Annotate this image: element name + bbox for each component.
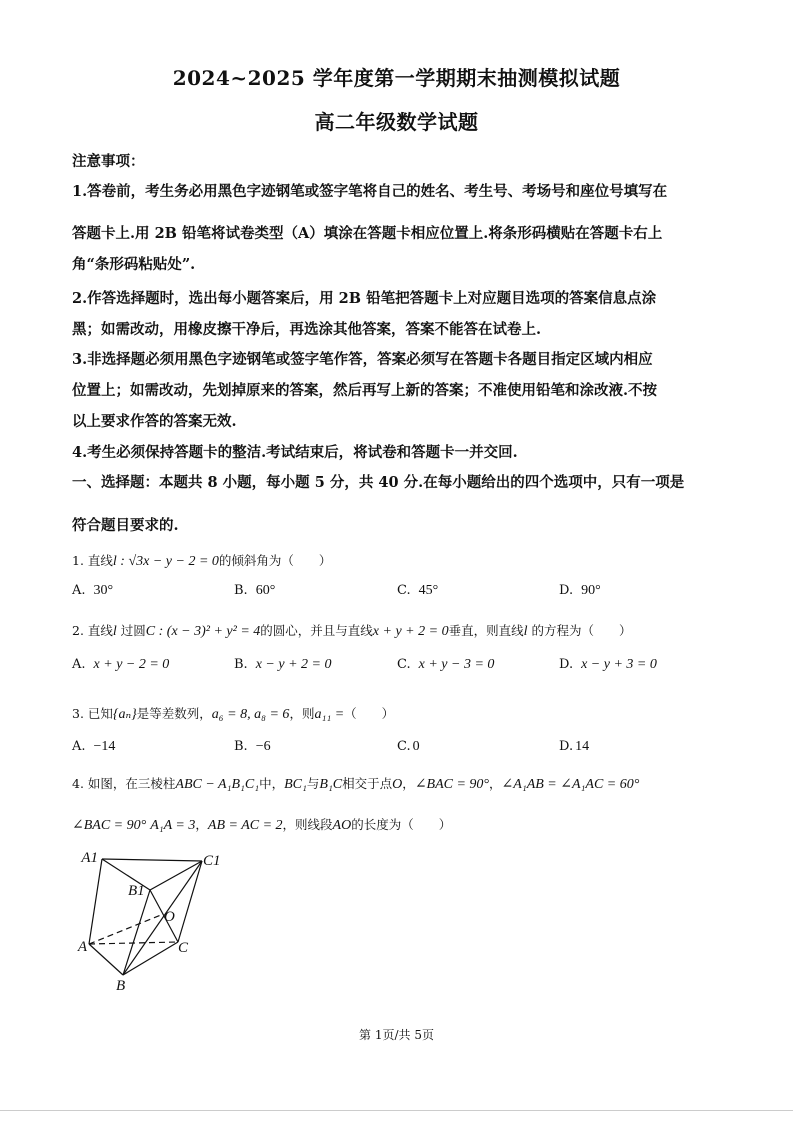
prism-figure (70, 845, 230, 995)
label-b1: B1 (128, 883, 145, 899)
exam-subtitle: 高二年级数学试题 (314, 110, 479, 134)
page-bottom-divider (0, 1110, 793, 1111)
edge-a1c1 (102, 859, 202, 861)
option-d: D. 14 (559, 739, 590, 754)
option-c: C. x + y − 3 = 0 (397, 657, 495, 672)
option-b: B. x − y + 2 = 0 (234, 657, 332, 672)
question-4-stem-cont: ∠BAC = 90° A₁A = 3，AB = AC = 2，则线段AO的长度为（ ） (72, 817, 452, 833)
edge-bc (123, 942, 178, 975)
label-c: C (178, 940, 189, 956)
option-c: C. 45° (397, 583, 439, 598)
label-b: B (116, 978, 126, 994)
option-d: D. 90° (559, 583, 601, 598)
equation: l : √3x − y − 2 = 0 (112, 554, 219, 569)
question-2-stem: 2. 直线l 过圆C : (x − 3)² + y² = 4的圆心，并且与直线x + y + 2 = 0垂直，则直线l 的方程为（ ） (72, 623, 632, 639)
label-c1: C1 (203, 853, 221, 869)
notice-line: 以上要求作答的答案无效. (72, 413, 237, 430)
notice-line: 角“条形码粘贴处”. (72, 256, 196, 273)
question-1-stem (72, 551, 331, 570)
diag-bc1 (123, 861, 202, 975)
edge-bb1 (123, 890, 150, 975)
notice-line: 3.非选择题必须用黑色字迹钢笔或签字笔作答，答案必须写在答题卡各题目指定区域内相应 (72, 351, 653, 368)
label-a: A (77, 939, 87, 955)
question-4-stem: 4. 如图，在三棱柱ABC − A₁B₁C₁中，BC₁与B₁C相交于点O，∠BAC = 90°，∠A₁AB = ∠A₁AC = 60° (72, 776, 640, 792)
page-footer: 第 1页/共 5页 (359, 1028, 434, 1042)
notice-heading: 注意事项： (72, 153, 145, 170)
stem-text: 的倾斜角为（ ） (218, 553, 332, 568)
edge-cc1 (178, 861, 202, 942)
notice-line: 位置上；如需改动，先划掉原来的答案，然后再写上新的答案；不准使用铅笔和涂改液.不按 (72, 382, 658, 399)
stem-text: 1. 直线 (72, 553, 113, 568)
option-b: B. −6 (234, 739, 271, 754)
notice-line: 1.答卷前，考生务必用黑色字迹钢笔或签字笔将自己的姓名、考生号、考场号和座位号填写在 (72, 183, 668, 200)
notice-line: 4.考生必须保持答题卡的整洁.考试结束后，将试卷和答题卡一并交回. (72, 444, 518, 461)
section-heading: 一、选择题：本题共 8 小题，每小题 5 分，共 40 分.在每小题给出的四个选项中，只有一项是 (72, 474, 685, 491)
segment-ao-dashed (89, 915, 161, 944)
section-heading-cont: 符合题目要求的. (72, 517, 179, 534)
question-3-stem: 3. 已知{aₙ}是等差数列，a₆ = 8, a₈ = 6，则a₁₁ =（ ） (72, 706, 395, 722)
exam-title: 2024~2025 学年度第一学期期末抽测模拟试题 (172, 66, 621, 90)
edge-ab (89, 944, 123, 975)
label-o: O (164, 909, 175, 925)
option-a: A. x + y − 2 = 0 (72, 657, 170, 672)
label-a1: A1 (81, 850, 98, 866)
option-c: C. 0 (397, 739, 420, 754)
option-d: D. x − y + 3 = 0 (559, 657, 657, 672)
notice-line: 2.作答选择题时，选出每小题答案后，用 2B 铅笔把答题卡上对应题目选项的答案信息点涂 (72, 290, 657, 307)
option-a: A. −14 (72, 739, 116, 754)
edge-aa1 (89, 859, 102, 944)
notice-line: 黑；如需改动，用橡皮擦干净后，再选涂其他答案，答案不能答在试卷上. (72, 321, 542, 338)
notice-line: 答题卡上.用 2B 铅笔将试卷类型（A）填涂在答题卡相应位置上.将条形码横贴在答题卡右上 (72, 225, 663, 242)
option-b: B. 60° (234, 583, 276, 598)
option-a: A. 30° (72, 583, 114, 598)
